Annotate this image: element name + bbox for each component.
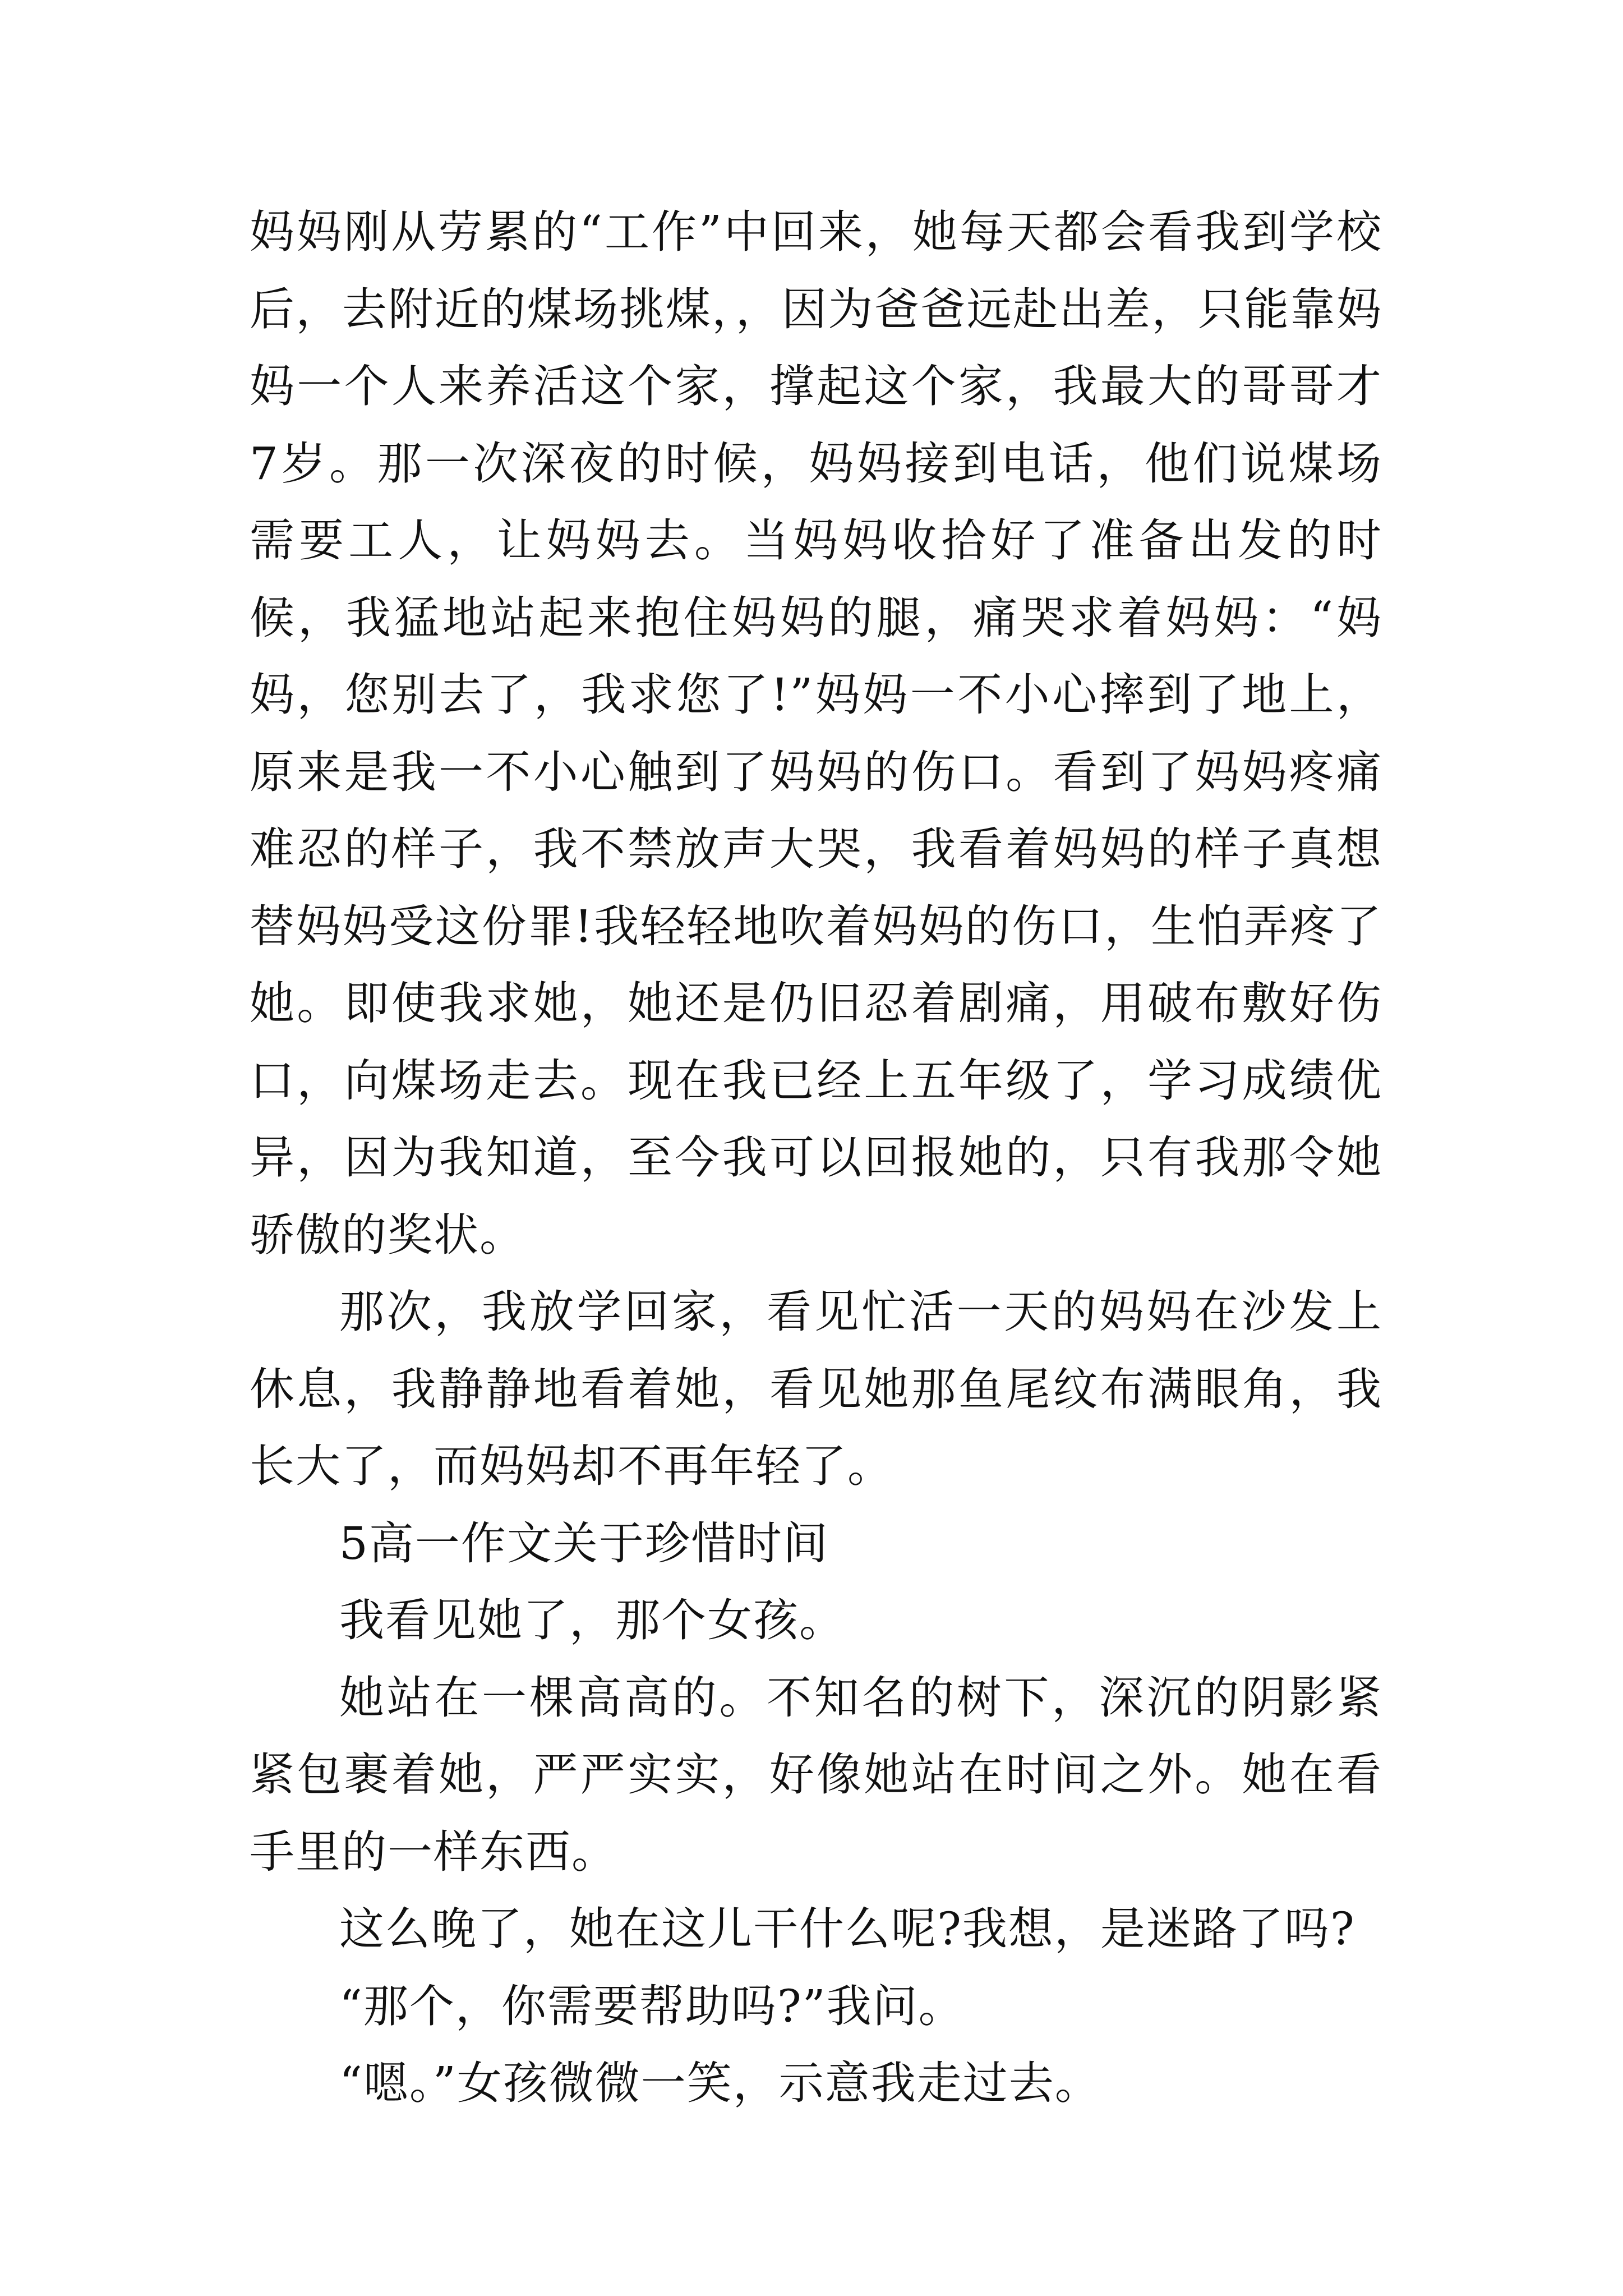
paragraph-4: 她站在一棵高高的。不知名的树下，深沉的阴影紧紧包裹着她，严严实实，好像她站在时间之外。她在看手里的一样东西。 bbox=[250, 1671, 1382, 1878]
paragraph-3: 我看见她了，那个女孩。 bbox=[339, 1594, 845, 1646]
paragraph-2: 那次，我放学回家，看见忙活一天的妈妈在沙发上休息，我静静地看着她，看见她那鱼尾纹布满眼角，我长大了，而妈妈却不再年轻了。 bbox=[250, 1286, 1382, 1492]
document-body bbox=[250, 194, 1382, 2122]
section-heading: 5高一作文关于珍惜时间 bbox=[339, 1517, 829, 1570]
paragraph-5: 这么晚了，她在这儿干什么呢?我想，是迷路了吗? bbox=[339, 1903, 1355, 1955]
paragraph-7: “嗯。”女孩微微一笑，示意我走过去。 bbox=[339, 2057, 1101, 2109]
paragraph-1: 妈妈刚从劳累的“工作”中回来，她每天都会看我到学校后，去附近的煤场挑煤，，因为爸爸远赴出差，只能靠妈妈一个人来养活这个家，撑起这个家，我最大的哥哥才7岁。那一次深夜的时候，妈妈接到电话，他们说煤场需要工人，让妈妈去。当妈妈收拾好了准备出发的时候，我猛地站起来抱住妈妈的腿，痛哭求着妈妈：“妈妈，您别去了，我求您了!”妈妈一不小心摔到了地上，原来是我一不小心触到了妈妈的伤口。看到了妈妈疼痛难忍的样子，我不禁放声大哭，我看着妈妈的样子真想替妈妈受这份罪!我轻轻地吹着妈妈的伤口，生怕弄疼了她。即使我求她，她还是仍旧忍着剧痛，用破布敷好伤口，向煤场走去。现在我已经上五年级了，学习成绩优异，因为我知道，至今我可以回报她的，只有我那令她骄傲的奖状。 bbox=[250, 206, 1382, 1261]
paragraph-6: “那个，你需要帮助吗?”我问。 bbox=[339, 1980, 965, 2032]
